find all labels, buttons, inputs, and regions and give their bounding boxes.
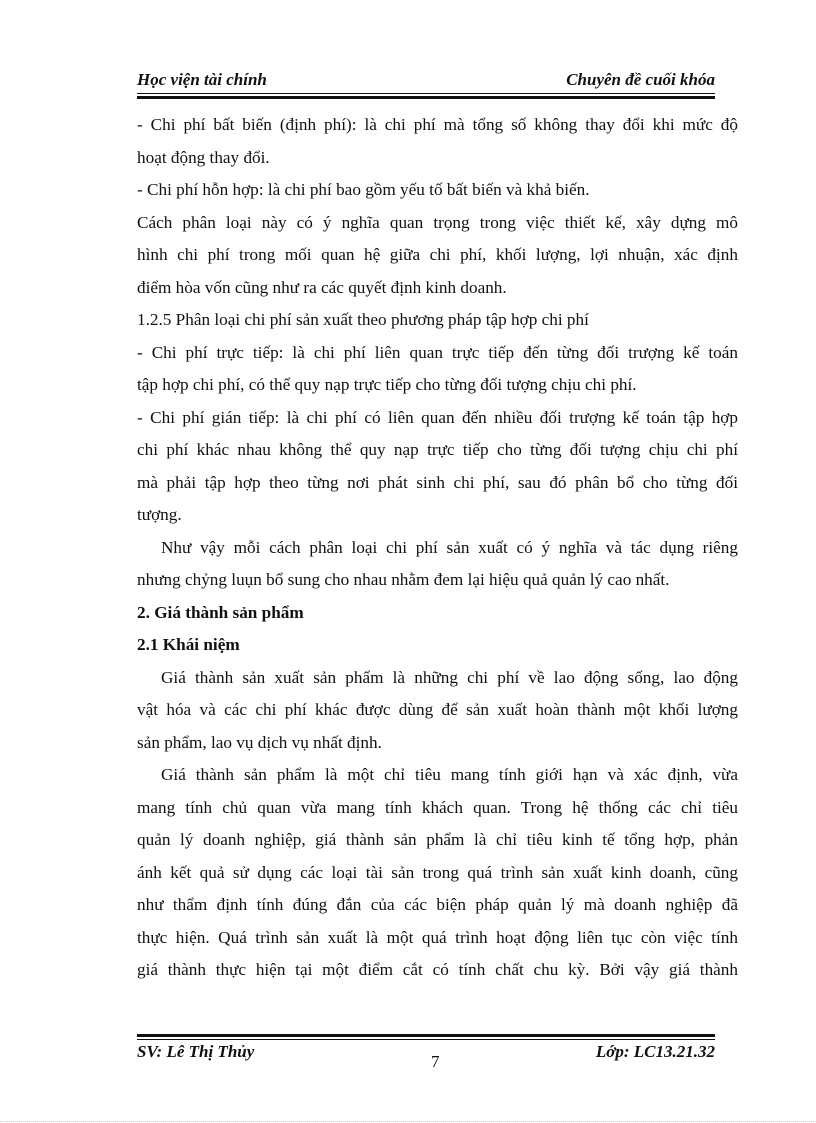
section-heading-2-1: 2.1 Khái niệm xyxy=(137,635,240,654)
body-line: vật hóa và các chi phí khác được dùng để sản xuất hoàn thành một khối lượng xyxy=(137,700,738,719)
page-body xyxy=(137,109,738,987)
body-line: Giá thành sản phẩm là một chỉ tiêu mang tính giới hạn và xác định, vừa xyxy=(161,765,738,784)
body-line: - Chi phí trực tiếp: là chi phí liên quan trực tiếp đến từng đối trượng kế toán xyxy=(137,342,738,362)
page-footer xyxy=(137,1042,715,1082)
header-rule-thick xyxy=(137,96,715,99)
body-line: quản lý doanh nghiệp, giá thành sản phẩm là chỉ tiêu kinh tế tổng hợp, phản xyxy=(137,830,738,849)
body-line: nhưng chỷng luụn bổ sung cho nhau nhằm đem lại hiệu quả quản lý cao nhất. xyxy=(137,570,670,589)
body-line: ánh kết quả sử dụng các loại tài sản trong quá trình sản xuất kinh doanh, cũng xyxy=(137,862,738,882)
body-line: như thẩm định tính đúng đắn của các biện pháp quản lý mà doanh nghiệp đã xyxy=(137,895,738,914)
body-line: thực hiện. Quá trình sản xuất là một quá trình hoạt động liên tục còn việc tính xyxy=(137,927,738,947)
body-line: - Chi phí hỗn hợp: là chi phí bao gồm yếu tố bất biến và khả biến. xyxy=(137,180,590,199)
page-number: 7 xyxy=(431,1052,440,1071)
body-line: sản phẩm, lao vụ dịch vụ nhất định. xyxy=(137,732,382,752)
header-rule-thin xyxy=(137,93,715,94)
body-line: - Chi phí bất biến (định phí): là chi phí mà tổng số không thay đổi khi mức độ xyxy=(137,115,738,134)
body-line: mà phải tập hợp theo từng nơi phát sinh chi phí, sau đó phân bổ cho từng đối xyxy=(137,472,738,492)
section-heading-1-2-5: 1.2.5 Phân loại chi phí sản xuất theo phương pháp tập hợp chi phí xyxy=(137,310,589,329)
footer-class-code: Lớp: LC13.21.32 xyxy=(595,1042,715,1061)
body-line: - Chi phí gián tiếp: là chi phí có liên quan đến nhiều đối trượng kế toán tập hợp xyxy=(137,407,738,427)
body-line: tập hợp chi phí, có thể quy nạp trực tiếp cho từng đối tượng chịu chi phí. xyxy=(137,375,637,394)
footer-student-name: SV: Lê Thị Thủy xyxy=(137,1042,255,1061)
body-line: Cách phân loại này có ý nghĩa quan trọng trong việc thiết kế, xây dựng mô xyxy=(137,212,738,232)
body-line: mang tính chủ quan vừa mang tính khách quan. Trong hệ thống các chỉ tiêu xyxy=(137,797,738,817)
body-line: Giá thành sản xuất sản phẩm là những chi phí về lao động sống, lao động xyxy=(161,667,738,687)
header-institution: Học viện tài chính xyxy=(137,70,267,89)
section-heading-2: 2. Giá thành sản phẩm xyxy=(137,602,304,622)
body-line: chi phí khác nhau không thể quy nạp trực tiếp cho từng đối tượng chịu chi phí xyxy=(137,440,738,459)
body-line: giá thành thực hiện tại một điểm cắt có tính chất chu kỳ. Bởi vậy giá thành xyxy=(137,960,738,979)
body-line: Như vậy mỗi cách phân loại chi phí sản xuất có ý nghĩa và tác dụng riêng xyxy=(161,537,738,557)
body-line: hình chi phí trong mối quan hệ giữa chi phí, khối lượng, lợi nhuận, xác định xyxy=(137,245,738,264)
header-document-type: Chuyên đề cuối khóa xyxy=(566,70,715,89)
footer-rule-thick xyxy=(137,1034,715,1037)
page-bottom-edge xyxy=(0,1121,816,1122)
footer-rule-thin xyxy=(137,1039,715,1040)
body-line: hoạt động thay đổi. xyxy=(137,147,270,167)
body-line: tượng. xyxy=(137,505,182,524)
body-line: điểm hòa vốn cũng như ra các quyết định kinh doanh. xyxy=(137,277,507,297)
